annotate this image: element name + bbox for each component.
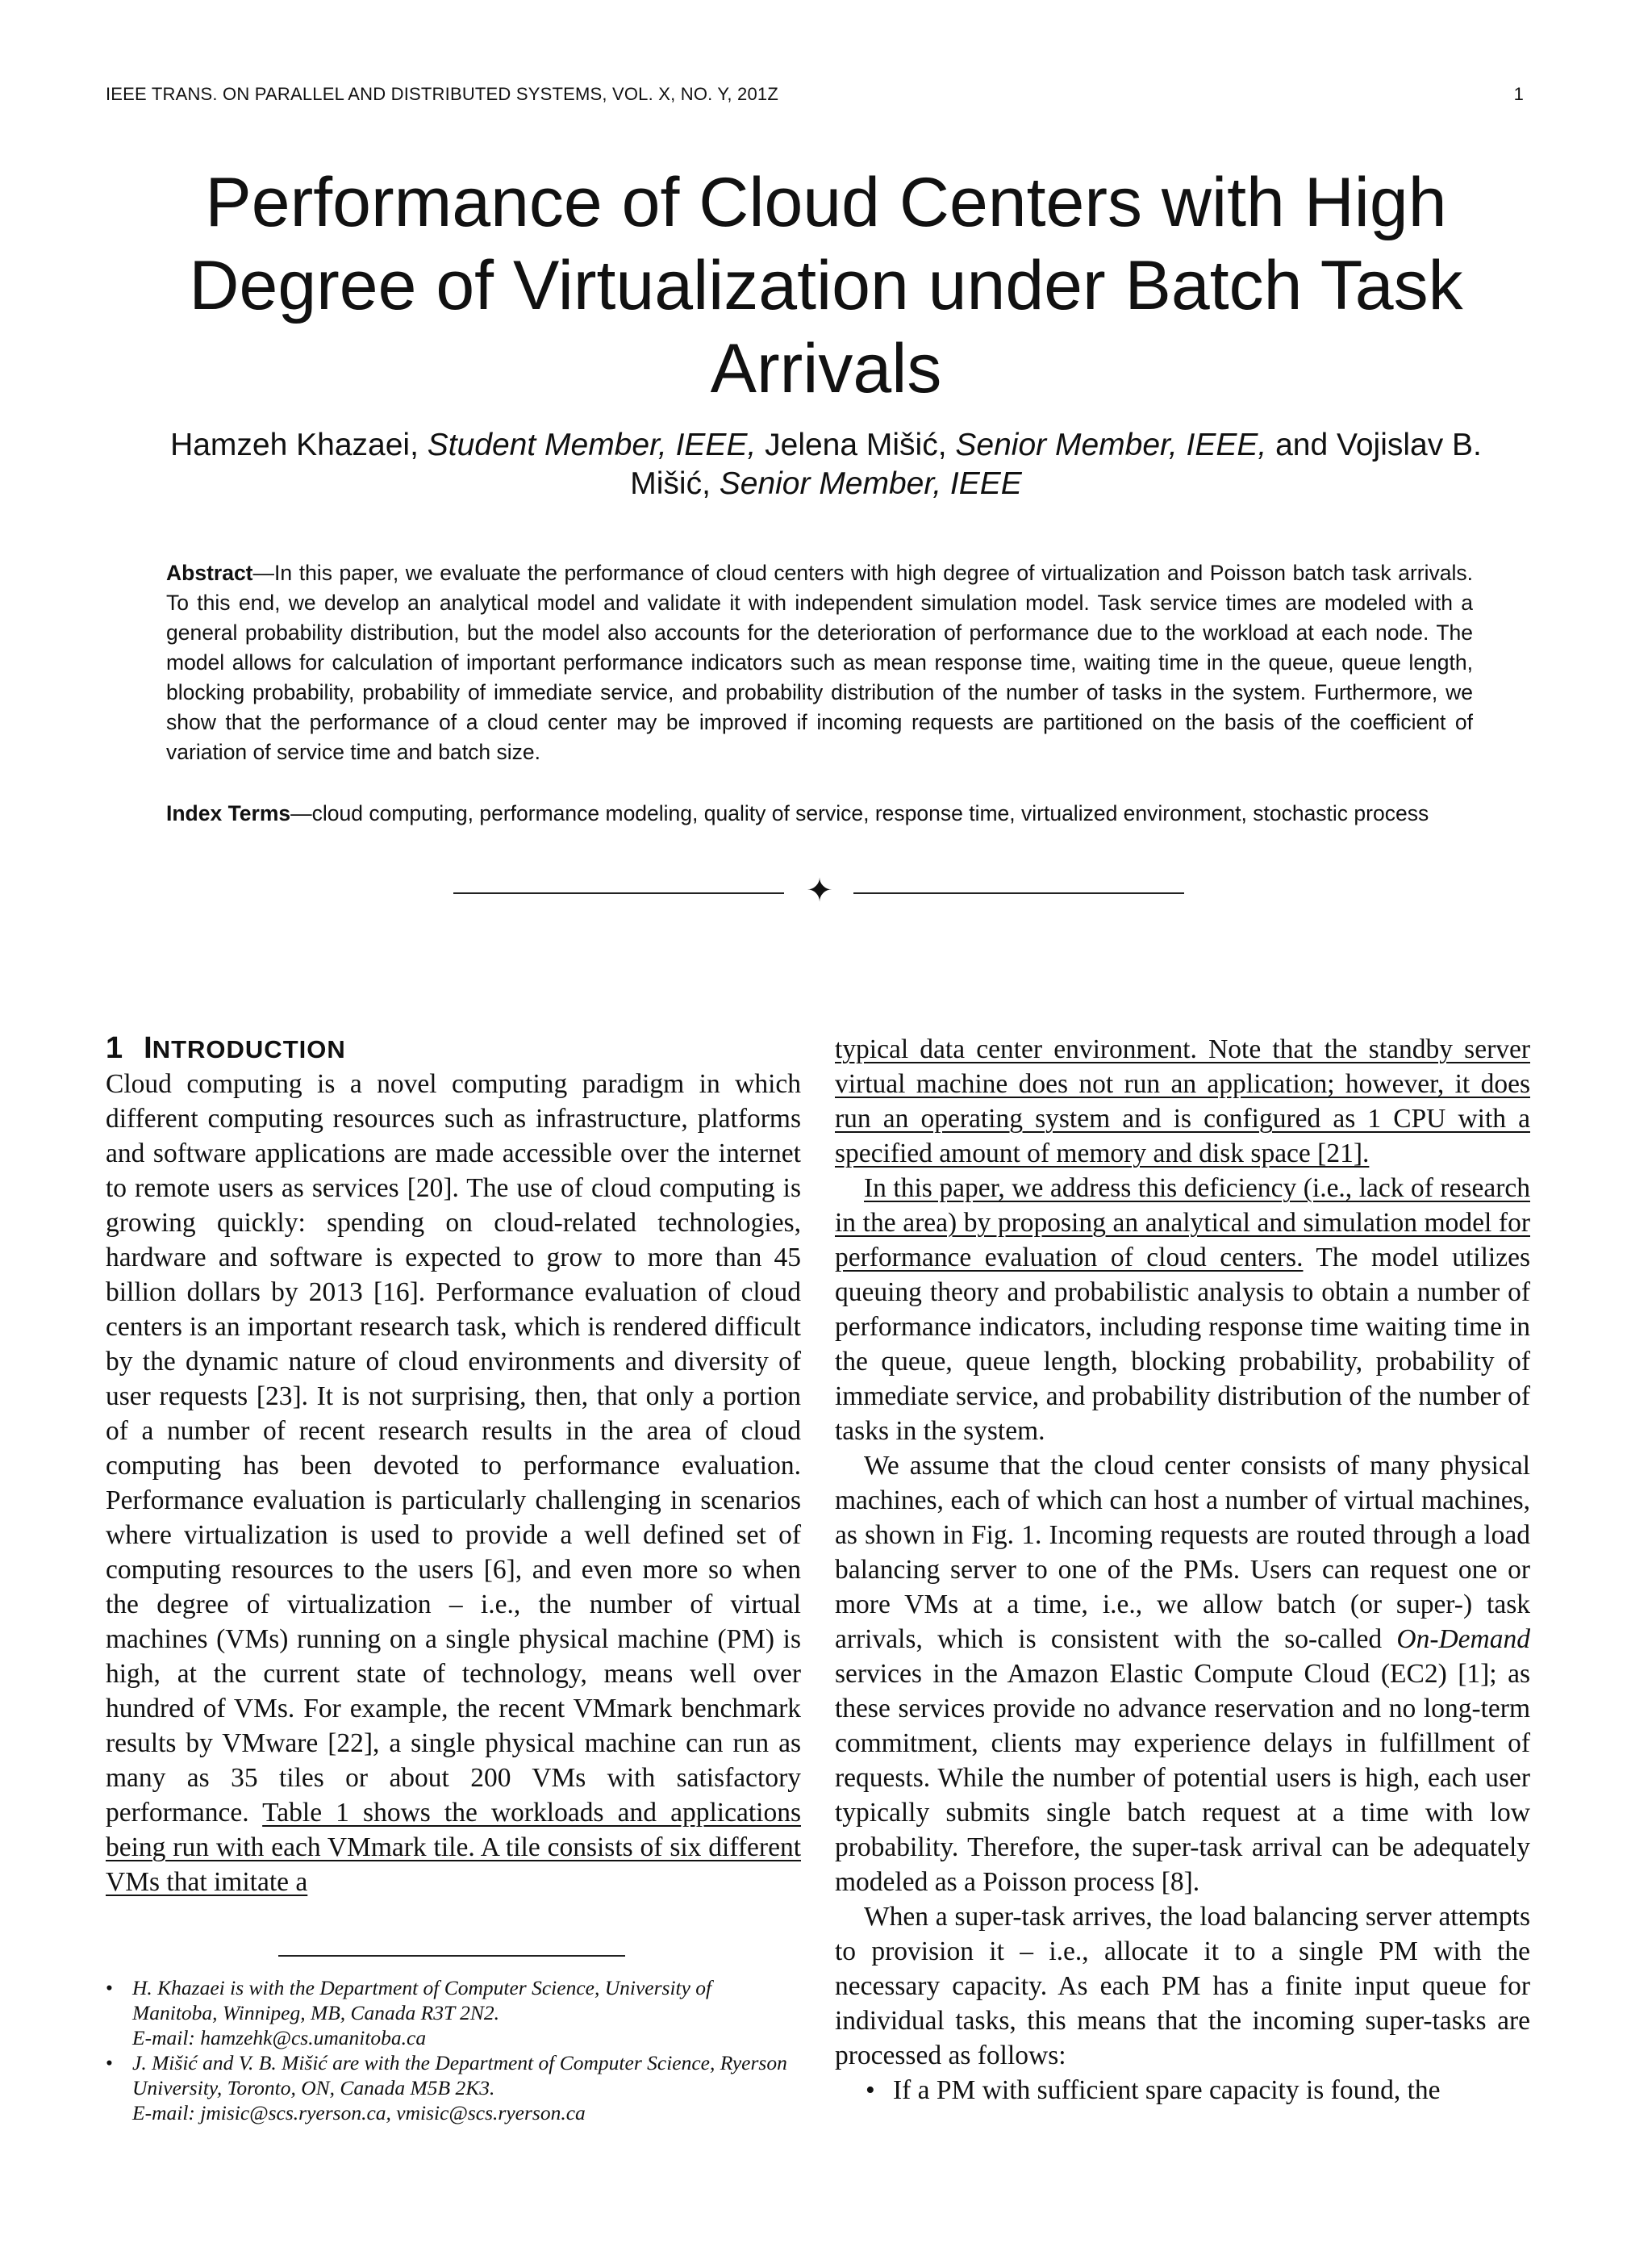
section-title-rest: NTRODUCTION — [152, 1035, 346, 1063]
running-head — [106, 84, 1524, 105]
right-paragraph-1 — [835, 1032, 1530, 1171]
abstract — [166, 558, 1473, 767]
paper-title — [129, 161, 1523, 411]
footnote-rule — [278, 1955, 625, 1957]
separator-rule-right — [853, 892, 1184, 894]
section-initial: I — [144, 1031, 152, 1065]
separator-rule-left — [453, 892, 784, 894]
abstract-text: —In this paper, we evaluate the performance of cloud centers with high degree of virtualization and Poisson batch task arrivals. To this end, we develop an analytical model and validate it with independent simulation model. Task service times are modeled with a general probability distribution, but the model also accounts for the deterioration of performance due to the workload at each node. The model allows for calculation of important performance indicators such as mean response time, waiting time in the queue, queue length, blocking probability, probability of immediate service, and probability distribution of the number of tasks in the system. Furthermore, we show that the performance of a cloud center may be improved if incoming requests are partitioned on the basis of the coefficient of variation of service time and batch size. — [166, 561, 1473, 764]
right-p1-underlined: typical data center environment. Note that the standby server virtual machine does not run an application; however, it does run an operating system and is configured as 1 CPU with a specified amount of memory and disk space [21]. — [835, 1034, 1530, 1168]
left-column — [106, 1067, 801, 1899]
page-number: 1 — [1513, 84, 1524, 104]
footnote-2-email: E-mail: jmisic@scs.ryerson.ca, vmisic@scs.ryerson.ca — [132, 2101, 586, 2124]
title-line-3: Arrivals — [710, 330, 942, 407]
bullet-1-text: If a PM with sufficient spare capacity is found, the — [893, 2075, 1441, 2105]
right-p3-text-b: services in the Amazon Elastic Compute Cloud (EC2) [1]; as these services provide no advance reservation and no long-term commitment, clients may experience delays in fulfillment of requests. While the number of potential users is high, each user typically submits single batch request at a time with low probability. Therefore, the super-task arrival can be adequately modeled as a Poisson process [8]. — [835, 1659, 1530, 1897]
footnote-2-affiliation: J. Mišić and V. B. Mišić are with the Department of Computer Science, Ryerson University, Toronto, ON, Canada M5B 2K3. — [132, 2051, 787, 2099]
author-2-role: Senior Member, IEEE, — [955, 428, 1267, 462]
right-paragraph-3 — [835, 1448, 1530, 1899]
index-terms — [166, 799, 1473, 829]
right-column — [835, 1032, 1530, 2108]
author-3: and Vojislav B. Mišić, — [630, 428, 1482, 501]
author-list — [137, 426, 1515, 503]
intro-paragraph-1 — [106, 1067, 801, 1899]
right-p3-italic: On-Demand — [1396, 1624, 1530, 1654]
author-1: Hamzeh Khazaei, — [170, 428, 428, 462]
footnote-1-affiliation: H. Khazaei is with the Department of Computer Science, University of Manitoba, Winnipeg, MB, Canada R3T 2N2. — [132, 1976, 712, 2024]
title-line-2: Degree of Virtualization under Batch Task — [189, 247, 1463, 324]
right-p2-underlined: In this paper, we address this deficiency (i.e., lack of research in the area) by proposing an analytical and simulation model for performance evaluation of cloud centers. — [835, 1173, 1530, 1272]
footnote-bullet-icon: • — [106, 1976, 113, 1999]
right-p3-text-a: We assume that the cloud center consists of many physical machines, each of which can host a number of virtual machines, as shown in Fig. 1. Incoming requests are routed through a load balancing server to one of the PMs. Users can request one or more VMs at a time, i.e., we allow batch (or super-) task arrivals, which is consistent with the so-called — [835, 1451, 1530, 1654]
author-1-role: Student Member, IEEE, — [427, 428, 757, 462]
index-terms-label: Index Terms — [166, 801, 291, 825]
list-item — [835, 2073, 1530, 2108]
intro-p1-underlined: Table 1 shows the workloads and applications being run with each VMmark tile. A tile consists of six different VMs that imitate a — [106, 1798, 801, 1897]
bullet-icon: • — [866, 2075, 875, 2105]
right-p4-text: When a super-task arrives, the load balancing server attempts to provision it – i.e., allocate it to a single PM with the necessary capacity. As each PM has a finite input queue for individual tasks, this means that the incoming super-tasks are processed as follows: — [835, 1902, 1530, 2070]
footnote-1-email: E-mail: hamzehk@cs.umanitoba.ca — [132, 2026, 427, 2049]
footnote-bullet-icon: • — [106, 2051, 113, 2074]
right-paragraph-4 — [835, 1899, 1530, 2073]
footnotes — [106, 1975, 801, 2125]
journal-info: IEEE TRANS. ON PARALLEL AND DISTRIBUTED SYSTEMS, VOL. X, NO. Y, 201Z — [106, 84, 778, 104]
index-terms-text: —cloud computing, performance modeling, quality of service, response time, virtualized environment, stochastic process — [290, 801, 1429, 825]
separator-diamond-icon: ✦ — [806, 872, 833, 909]
section-heading-introduction — [106, 1030, 346, 1068]
intro-p1-text: Cloud computing is a novel computing paradigm in which different computing resources such as infrastructure, platforms and software applications are made accessible over the internet to remote users as services [20]. The use of cloud computing is growing quickly: spending on cloud-related technologies, hardware and software is expected to grow to more than 45 billion dollars by 2013 [16]. Performance evaluation of cloud centers is an important research task, which is rendered difficult by the dynamic nature of cloud environments and diversity of user requests [23]. It is not surprising, then, that only a portion of a number of recent research results in the area of cloud computing has been devoted to performance evaluation. Performance evaluation is particularly challenging in scenarios where virtualization is used to provide a well defined set of computing resources to the users [6], and even more so when the degree of virtualization – i.e., the number of virtual machines (VMs) running on a single physical machine (PM) is high, at the current state of technology, means well over hundred of VMs. For example, the recent VMmark benchmark results by VMware [22], a single physical machine can run as many as 35 tiles or about 200 VMs with satisfactory performance. — [106, 1069, 801, 1828]
author-2: Jelena Mišić, — [756, 428, 956, 462]
footnote-1 — [106, 1975, 801, 2050]
section-number: 1 — [106, 1031, 123, 1065]
footnote-2 — [106, 2050, 801, 2125]
abstract-label: Abstract — [166, 561, 253, 585]
author-3-role: Senior Member, IEEE — [719, 466, 1022, 501]
right-p2-text: The model utilizes queuing theory and probabilistic analysis to obtain a number of performance indicators, including response time waiting time in the queue, queue length, blocking probability, probability of immediate service, and probability distribution of the number of tasks in the system. — [835, 1243, 1530, 1446]
right-paragraph-2 — [835, 1171, 1530, 1448]
title-line-1: Performance of Cloud Centers with High — [205, 164, 1447, 241]
